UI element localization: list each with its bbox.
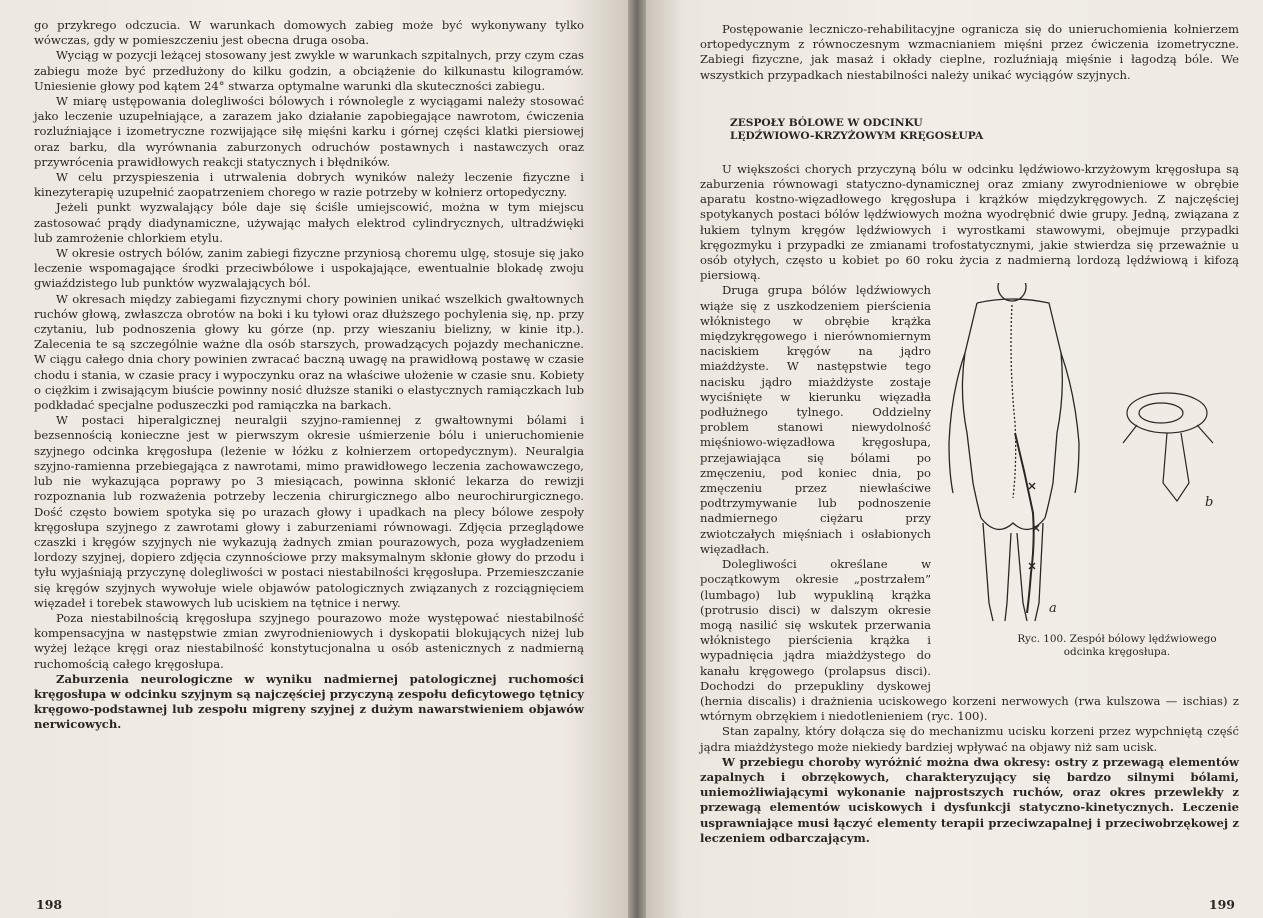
paragraph: Poza niestabilnością kręgosłupa szyjnego pourazowo może występować niestabilność kompensacyjna w następstwie zmian zwyrodnieniowych i dyskopatii blokujących niżej lub wyżej leżące kręgi oraz niestabilność konstytucjonalna u osób astenicznych z nadmierną ruchomością całego kręgosłupa.: [34, 610, 584, 671]
paragraph: Zaburzenia neurologiczne w wyniku nadmiernej patologicznej ruchomości kręgosłupa w odcinku szyjnym są najczęściej przyczyną zespołu deficytowego tętnicy kręgowo-podstawnej lub zespołu migreny szyjnej z dużym nawarstwieniem objawów nerwicowych.: [34, 671, 584, 732]
paragraph: W miarę ustępowania dolegliwości bólowych i równolegle z wyciągami należy stosować jako leczenie uzupełniające, a zarazem jako działanie zapobiegające nawrotom, ćwiczenia rozluźniające i izometryczne rozwijające siłę mięśni karku i górnej części klatki piersiowej oraz barku, dla wyrównania zaburzonych odruchów postawnych i nastawczych oraz przywrócenia prawidłowych reakcji statycznych i błędników.: [34, 94, 584, 169]
paragraph: Stan zapalny, który dołącza się do mechanizmu ucisku korzeni przez wypchniętą część jądra miażdżystego może niekiedy bardziej wpływać na objawy niż sam ucisk.: [700, 724, 1239, 754]
figure-label-b: b: [1205, 495, 1214, 511]
right-page: [646, 0, 1263, 918]
paragraph: W przebiegu choroby wyróżnić można dwa okresy: ostry z przewagą elementów zapalnych i obrzękowych, charakteryzujący się bardzo silnymi bólami, uniemożliwiającymi wykonanie najprostszych ruchów, oraz okres przewlekły z przewagą elementów uciskowych i dysfunkcji statyczno-kinetycznych. Leczenie usprawniające musi łączyć elementy terapii przeciwzapalnej i przeciwobrzękowej z leczeniem odbarczającym.: [700, 754, 1239, 845]
paragraph: W postaci hiperalgicznej neuralgii szyjno-ramiennej z gwałtownymi bólami i bezsennością konieczne jest w pierwszym okresie uśmierzenie bólu i unieruchomienie szyjnego odcinka kręgosłupa (leżenie w łóżku z kołnierzem ortopedycznym). Neuralgia szyjno-ramienna przebiegająca z nawrotami, mimo prawidłowego leczenia zachowawczego, lub nie wykazująca poprawy po 3 miesiącach, powinna skłonić lekarza do rewizji rozpoznania lub rozważenia potrzeby leczenia chirurgicznego albo neurochirurgicznego. Dość często bowiem spotyka się po urazach głowy i upadkach na plecy bólowe zespoły kręgosłupa szyjnego z zawrotami głowy i zaburzeniami równowagi. Zdjęcia przeglądowe czaszki i kręgów szyjnych nie wykazują żadnych zmian pourazowych, poza wygładzeniem lordozy szyjnej, dopiero zdjęcia czynnościowe przy maksymalnym skłonie głowy do przodu i tyłu wyjaśniają przyczynę dolegliwości w postaci niestabilności kręgosłupa. Przemieszczanie się kręgów szyjnych wywołuje wiele objawów patologicznych związanych z rozciągnięciem więzadeł i torebek stawowych lub uciskiem na tętnice i nerwy.: [34, 413, 584, 610]
paragraph: Dolegliwości określane w początkowym okresie „postrzałem” (lumbago) lub wypukliną krążka (protrusio disci) w dalszym okresie mogą nasilić się wskutek przerwania włóknistego pierścienia krążka i wypadnięcia jądra miażdżystego do kanału kręgowego (prolapsus disci). Dochodzi do przepukliny dyskowej (hernia discalis) i drażnienia uciskowego korzeni nerwowych (rwa kulszowa — ischias) z wtórnym obrzękiem i niedotlenieniem (ryc. 100).: [700, 557, 1239, 724]
heading-line: LĘDŹWIOWO-KRZYŻOWYM KRĘGOSŁUPA: [730, 130, 984, 143]
left-page: [0, 0, 628, 918]
paragraph: Jeżeli punkt wyzwalający bóle daje się ściśle umiejscowić, można w tym miejscu zastosować prądy diadynamiczne, używając małych elektrod cylindrycznych, ultradźwięki lub zamrożenie chlorkiem etylu.: [34, 200, 584, 245]
figure-label-a: a: [1049, 601, 1057, 617]
section-body: [700, 162, 1239, 846]
back-pain-illustration: [937, 283, 1239, 623]
heading-line: ZESPOŁY BÓLOWE W ODCINKU: [730, 116, 923, 129]
section-heading: [730, 117, 1239, 144]
paragraph: go przykrego odczucia. W warunkach domowych zabieg może być wykonywany tylko wówczas, gdy w pomieszczeniu jest obecna druga osoba.: [34, 18, 584, 48]
figure-100: [937, 283, 1239, 683]
paragraph: Postępowanie leczniczo-rehabilitacyjne ogranicza się do unieruchomienia kołnierzem ortopedycznym z równoczesnym wzmacnianiem mięśni przez ćwiczenia izometryczne. Zabiegi fizyczne, jak masaż i okłady cieplne, rozluźniają mięśnie i łagodzą bóle. We wszystkich przypadkach niestabilności należy unikać wyciągów szyjnych.: [700, 22, 1239, 82]
paragraph: Wyciąg w pozycji leżącej stosowany jest zwykle w warunkach szpitalnych, przy czym czas zabiegu może być przedłużony do kilku godzin, a obciążenie do kilkunastu kilogramów. Uniesienie głowy pod kątem 24° stwarza optymalne warunki dla skuteczności zabiegu.: [34, 48, 584, 93]
book-gutter: [628, 0, 646, 918]
paragraph: W okresach między zabiegami fizycznymi chory powinien unikać wszelkich gwałtownych ruchów głową, zwłaszcza obrotów na boki i ku tyłowi oraz dłuższego pochylenia się, np. przy czytaniu, lub podnoszenia głowy ku górze (np. przy wieszaniu bielizny, w kinie itp.). Zalecenia te są szczególnie ważne dla osób starszych, prowadzących pojazdy mechaniczne. W ciągu całego dnia chory powinien zwracać baczną uwagę na prawidłową postawę w czasie chodu i stania, w czasie pracy i wypoczynku oraz na właściwe ułożenie w czasie snu. Kobiety o ciężkim i zwisającym biuście powinny nosić dłuższe staniki o elastycznych ramiączkach lub podkładać specjalne poduszeczki pod ramiączka na barkach.: [34, 291, 584, 413]
paragraph: U większości chorych przyczyną bólu w odcinku lędźwiowo-krzyżowym kręgosłupa są zaburzenia równowagi statyczno-dynamicznej oraz zmiany zwyrodnieniowe w obrębie aparatu kostno-więzadłowego kręgosłupa i krążków międzykręgowych. Z najczęściej spotykanych postaci bólów lędźwiowych można wyodrębnić dwie grupy. Jedną, związana z łukiem tylnym kręgów lędźwiowych i wyrostkami stawowymi, obejmuje przypadki kręgozmyku i przypadki ze zmianami trofostatycznymi, jakie stwierdza się przeważnie u osób otyłych, często u kobiet po 60 roku życia z nadmierną lordozą lędźwiową i kifozą piersiową.: [700, 161, 1239, 283]
paragraph: W celu przyspieszenia i utrwalenia dobrych wyników należy leczenie fizyczne i kinezyterapię uzupełnić zaopatrzeniem chorego w razie potrzeby w kołnierz ortopedyczny.: [34, 170, 584, 200]
page-number: 199: [1208, 897, 1235, 912]
figure-caption: Ryc. 100. Zespół bólowy lędźwiowego odcinka kręgosłupa.: [1017, 633, 1217, 659]
paragraph: W okresie ostrych bólów, zanim zabiegi fizyczne przyniosą choremu ulgę, stosuje się jako leczenie wspomagające środki przeciwbólowe i uspokajające, ewentualnie blokadę zwoju gwiaździstego lub punktów wyzwalających ból.: [34, 246, 584, 291]
paragraph: Druga grupa bólów lędźwiowych wiąże się z uszkodzeniem pierścienia włóknistego w obrębie krążka międzykręgowego i nierównomiernym naciskiem kręgów na jądro miażdżyste. W następstwie tego nacisku jądro miażdżyste zostaje wyciśnięte w kierunku więzadła podłużnego tylnego. Oddzielny problem stanowi niewydolność mięśniowo-więzadłowa kręgosłupa, przejawiająca się bólami po zmęczeniu, pod koniec dnia, po zmęczeniu przez niewłaściwe podtrzymywanie lub podnoszenie nadmiernego ciężaru przy zwiotczałych mięśniach i osłabionych więzadłach.: [700, 283, 931, 556]
page-number: 198: [36, 897, 63, 912]
